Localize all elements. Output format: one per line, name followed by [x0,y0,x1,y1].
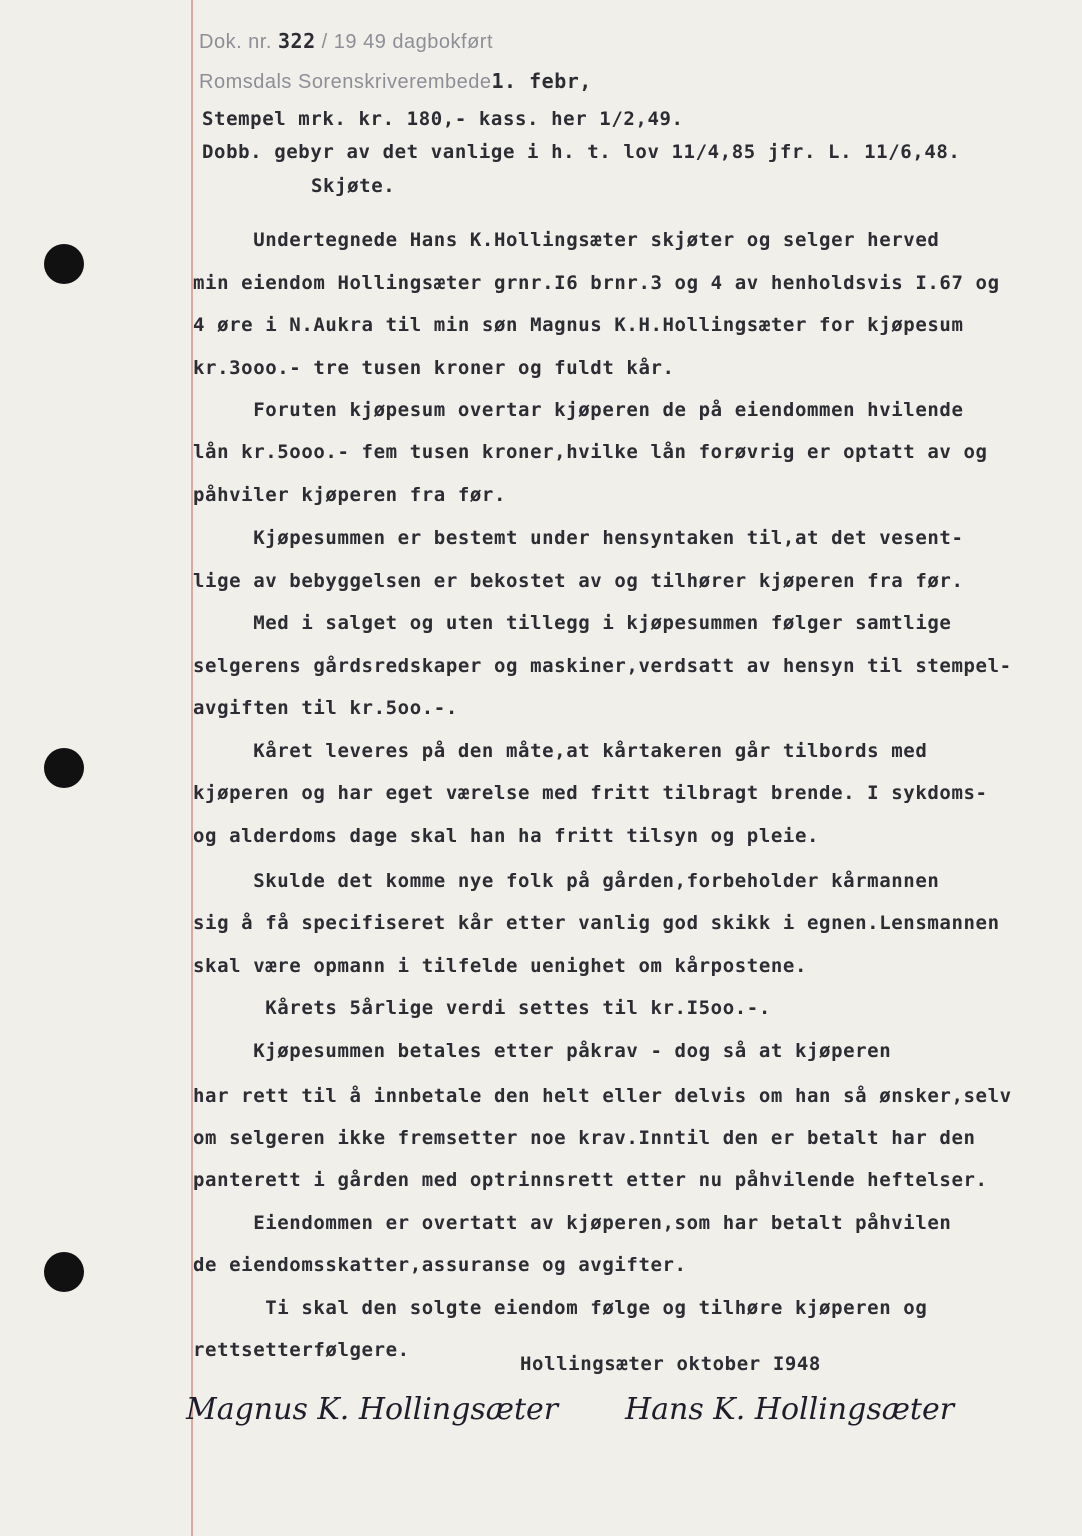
body-line: selgerens gårdsredskaper og maskiner,verdsatt av hensyn til stempel- [193,655,1012,677]
fee-note: Dobb. gebyr av det vanlige i h. t. lov 11/4,85 jfr. L. 11/6,48. [202,141,961,163]
stamp-prefix: Dok. nr. [199,31,272,53]
body-line: skal være opmann i tilfelde uenighet om kårpostene. [193,955,807,977]
body-line: 4 øre i N.Aukra til min søn Magnus K.H.Hollingsæter for kjøpesum [193,314,964,336]
registration-date: 1. febr, [491,69,592,93]
body-line: Kjøpesummen er bestemt under hensyntaken til,at det vesent- [193,527,964,549]
body-line: Foruten kjøpesum overtar kjøperen de på eiendommen hvilende [193,399,964,421]
body-line: lige av bebyggelsen er bekostet av og tilhører kjøperen fra før. [193,570,964,592]
body-line: kjøperen og har eget værelse med fritt tilbragt brende. I sykdoms- [193,782,988,804]
body-line: de eiendomsskatter,assuranse og avgifter. [193,1254,687,1276]
body-line: Kåret leveres på den måte,at kårtakeren går tilbords med [193,740,928,762]
body-line: Kjøpesummen betales etter påkrav - dog så at kjøperen [193,1040,892,1062]
punch-hole [44,244,84,284]
registration-stamp-line1 [199,29,493,54]
stamp-year: / 19 49 dagbokført [321,31,493,53]
body-line: har rett til å innbetale den helt eller delvis om han så ønsker,selv [193,1085,1012,1107]
registration-stamp-line2 [199,69,592,94]
body-line: avgiften til kr.5oo.-. [193,697,458,719]
buyer-signature: Magnus K. Hollingsæter [186,1392,559,1427]
body-line: rettsetterfølgere. [193,1339,410,1361]
body-line: Eiendommen er overtatt av kjøperen,som har betalt påhvilen [193,1212,952,1234]
stamp-duty-note: Stempel mrk. kr. 180,- kass. her 1/2,49. [202,108,684,130]
body-line: Kårets 5årlige verdi settes til kr.I5oo.-. [193,997,771,1019]
punch-hole [44,748,84,788]
place-date: Hollingsæter oktober I948 [520,1353,821,1375]
body-line: Undertegnede Hans K.Hollingsæter skjøter og selger herved [193,229,940,251]
body-line: lån kr.5ooo.- fem tusen kroner,hvilke lån forøvrig er optatt av og [193,441,988,463]
document-number: 322 [277,29,316,53]
body-line: sig å få specifiseret kår etter vanlig god skikk i egnen.Lensmannen [193,912,1000,934]
body-line: om selgeren ikke fremsetter noe krav.Inntil den er betalt har den [193,1127,976,1149]
body-line: panterett i gården med optrinnsrett etter nu påhvilende heftelser. [193,1169,988,1191]
body-line: min eiendom Hollingsæter grnr.I6 brnr.3 og 4 av henholdsvis I.67 og [193,272,1000,294]
seller-signature: Hans K. Hollingsæter [625,1392,955,1427]
body-line: påhviler kjøperen fra før. [193,484,507,506]
document-title: Skjøte. [311,175,396,197]
body-line: og alderdoms dage skal han ha fritt tilsyn og pleie. [193,825,820,847]
body-line: Ti skal den solgte eiendom følge og tilhøre kjøperen og [193,1297,928,1319]
body-line: kr.3ooo.- tre tusen kroner og fuldt kår. [193,357,675,379]
body-line: Skulde det komme nye folk på gården,forbeholder kårmannen [193,870,940,892]
body-line: Med i salget og uten tillegg i kjøpesummen følger samtlige [193,612,952,634]
punch-hole [44,1252,84,1292]
court-name: Romsdals Sorenskriverembede [199,71,492,93]
